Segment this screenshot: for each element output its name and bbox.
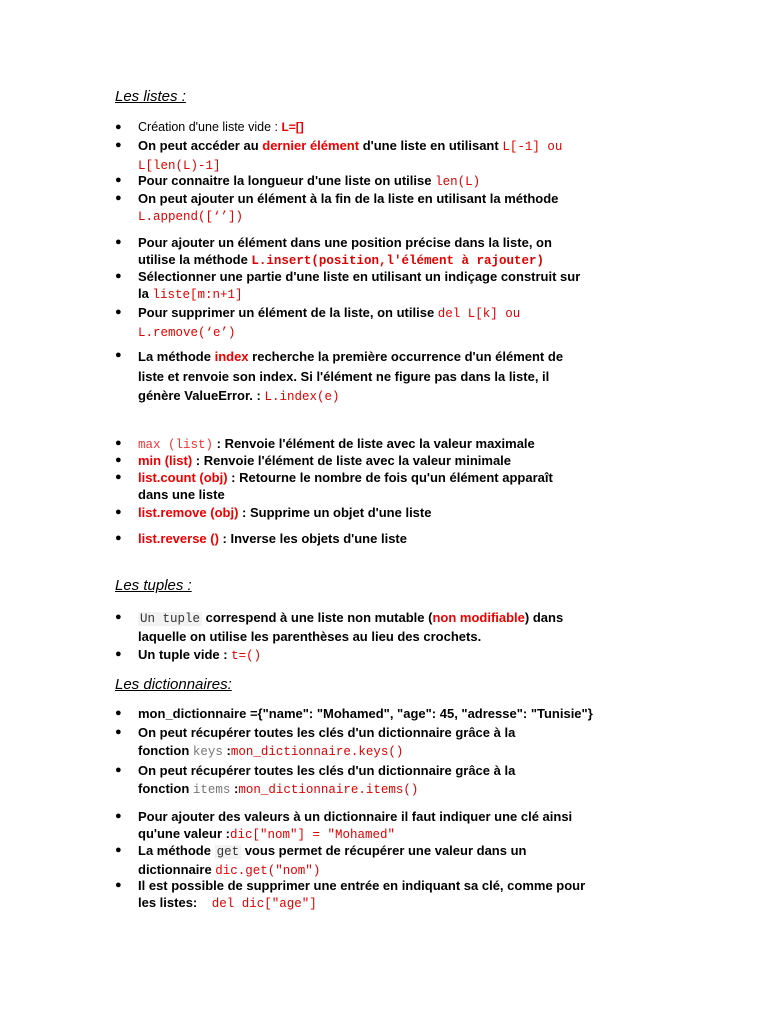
bullet-icon: ● [115, 121, 122, 133]
highlight-text: list.reverse () [138, 531, 219, 546]
bullet-icon: ● [115, 844, 122, 856]
list-item-text: : Renvoie l'élément de liste avec la valeur minimale [192, 453, 512, 468]
highlight-text: min (list) [138, 453, 193, 468]
list-item-text: La méthode [138, 843, 215, 858]
bullet-icon: ● [115, 764, 122, 776]
bullet-icon: ● [115, 306, 122, 318]
code-snippet: L=[] [281, 120, 304, 134]
bullet-icon: ● [115, 236, 122, 248]
list-item-text: la [138, 286, 153, 301]
code-snippet: len(L) [435, 175, 481, 189]
list-item-text: génère ValueError. : [138, 388, 265, 403]
code-snippet: dic["nom"] = "Mohamed" [229, 828, 395, 842]
code-snippet: dic.get("nom") [215, 864, 321, 878]
bullet-icon: ● [115, 174, 122, 186]
list-item-text: : Supprime un objet d'une liste [238, 505, 432, 520]
code-snippet: liste[m:n+1] [152, 288, 243, 302]
list-item-text: vous permet de récupérer une valeur dans un [241, 843, 527, 858]
bullet-icon: ● [115, 506, 122, 518]
list-item-text: On peut ajouter un élément à la fin de la liste en utilisant la méthode [138, 191, 559, 206]
list-item-text: qu'une valeur : [138, 826, 230, 841]
list-item-text: dans une liste [138, 487, 225, 502]
inline-code: keys [192, 745, 223, 759]
list-item-text: La méthode [138, 349, 215, 364]
code-snippet: L.remove(‘e’) [138, 326, 236, 340]
bullet-icon: ● [115, 437, 122, 449]
list-item-text: fonction [138, 781, 193, 796]
list-item-text: On peut récupérer toutes les clés d'un dictionnaire grâce à la [138, 725, 516, 740]
list-item-text: Il est possible de supprimer une entrée en indiquant sa clé, comme pour [138, 878, 586, 893]
highlight-text: dernier élément [262, 138, 360, 153]
bullet-icon: ● [115, 810, 122, 822]
code-snippet: L.append([‘’]) [138, 210, 244, 224]
list-item-text: recherche la première occurrence d'un élément de [248, 349, 564, 364]
code-snippet: del L[k] ou [437, 307, 521, 321]
list-item-text: : Renvoie l'élément de liste avec la valeur maximale [213, 436, 535, 451]
bullet-icon: ● [115, 648, 122, 660]
bullet-icon: ● [115, 611, 122, 623]
code-snippet: L[len(L)-1] [138, 159, 221, 173]
list-item-text: : [230, 781, 239, 796]
bullet-icon: ● [115, 471, 122, 483]
highlight-text: index [214, 349, 249, 364]
highlight-text: list.remove (obj) [138, 505, 239, 520]
list-item-text: Sélectionner une partie d'une liste en utilisant un indiçage construit sur [138, 269, 581, 284]
bullet-icon: ● [115, 349, 122, 361]
bullet-icon: ● [115, 454, 122, 466]
code-snippet: L[-1] ou [502, 140, 563, 154]
list-item-text: mon_dictionnaire ={"name": "Mohamed", "age": 45, "adresse": "Tunisie"} [138, 706, 593, 721]
bullet-icon: ● [115, 726, 122, 738]
bullet-icon: ● [115, 879, 122, 891]
inline-code: Un tuple [140, 612, 201, 626]
list-item-text: les listes: [138, 895, 212, 910]
inline-code: get [216, 845, 240, 859]
bullet-icon: ● [115, 270, 122, 282]
dicts-section-title: Les dictionnaires: [115, 676, 232, 693]
bullet-icon: ● [115, 139, 122, 151]
highlight-text: list.count (obj) [138, 470, 228, 485]
code-snippet: L.index(e) [264, 390, 340, 404]
highlight-text: non modifiable [432, 610, 525, 625]
list-item-text: fonction [138, 743, 193, 758]
list-item-text: laquelle on utilise les parenthèses au lieu des crochets. [138, 629, 482, 644]
list-item-text: Pour ajouter un élément dans une position précise dans la liste, on [138, 235, 552, 250]
code-snippet: t=() [231, 649, 262, 663]
list-item-text: ) dans [524, 610, 564, 625]
code-snippet: L.insert(position,l'élément à rajouter) [251, 254, 544, 268]
list-item-text: Création d'une liste vide : [138, 120, 282, 134]
list-item-text: Pour supprimer un élément de la liste, on utilise [138, 305, 438, 320]
list-item-text: On peut accéder au [138, 138, 263, 153]
list-item-text: d'une liste en utilisant [359, 138, 503, 153]
code-snippet: max (list) [138, 438, 214, 452]
list-item-text: dictionnaire [138, 862, 216, 877]
list-item-text: utilise la méthode [138, 252, 252, 267]
list-item-text: liste et renvoie son index. Si l'élément ne figure pas dans la liste, il [138, 368, 550, 384]
lists-section-title: Les listes : [115, 88, 186, 105]
list-item-text: Pour connaitre la longueur d'une liste on utilise [138, 173, 436, 188]
code-snippet: mon_dictionnaire.items() [238, 783, 419, 797]
bullet-icon: ● [115, 707, 122, 719]
list-item-text: : Inverse les objets d'une liste [218, 531, 407, 546]
list-item-text: Un tuple vide : [138, 647, 232, 662]
inline-code: items [192, 783, 231, 797]
bullet-icon: ● [115, 532, 122, 544]
tuples-section-title: Les tuples : [115, 577, 192, 594]
bullet-icon: ● [115, 192, 122, 204]
code-snippet: del dic["age"] [211, 897, 317, 911]
list-item-text: : [222, 743, 231, 758]
list-item-text: : Retourne le nombre de fois qu'un élément apparaît [227, 470, 553, 485]
list-item-text: correspend à une liste non mutable ( [202, 610, 433, 625]
list-item-text: Pour ajouter des valeurs à un dictionnaire il faut indiquer une clé ainsi [138, 809, 573, 824]
list-item-text: On peut récupérer toutes les clés d'un dictionnaire grâce à la [138, 763, 516, 778]
code-snippet: mon_dictionnaire.keys() [230, 745, 404, 759]
